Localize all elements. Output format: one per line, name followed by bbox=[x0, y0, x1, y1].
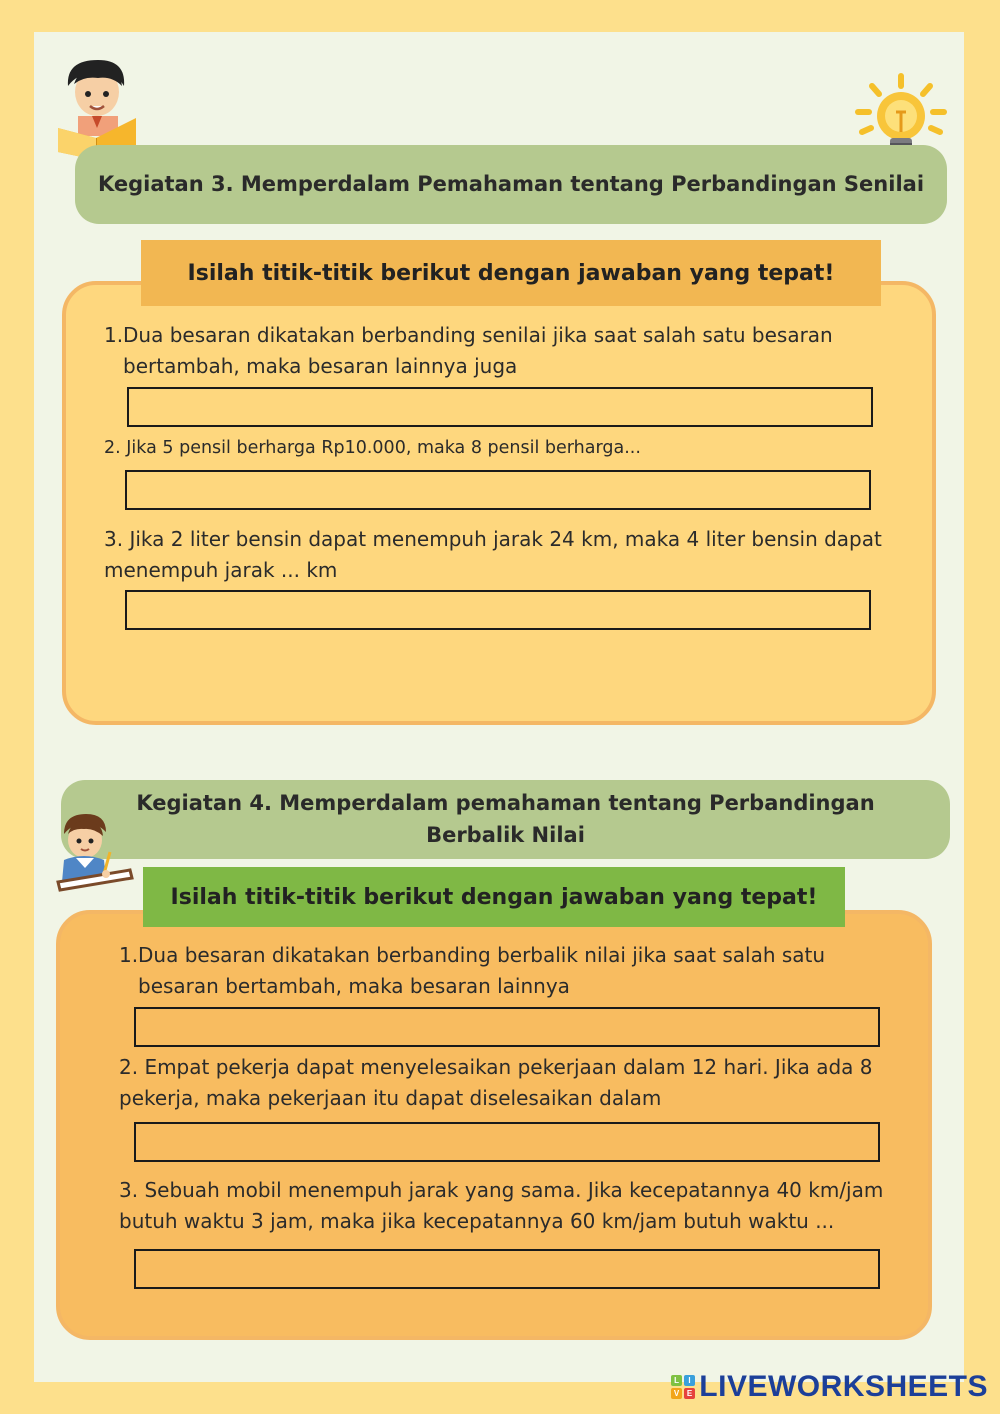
liveworksheets-logo[interactable] bbox=[671, 1370, 988, 1404]
activity4-instruction-ribbon bbox=[143, 867, 845, 927]
liveworksheets-logo-icon: L I V E bbox=[671, 1375, 695, 1399]
answer-field-4-3[interactable] bbox=[134, 1249, 880, 1289]
question-text-line: menempuh jarak ... km bbox=[104, 558, 338, 582]
question-text-line: besaran bertambah, maka besaran lainnya bbox=[138, 974, 570, 998]
brand-name: LIVEWORKSHEETS bbox=[699, 1370, 988, 1403]
activity4-question-1 bbox=[119, 940, 909, 1002]
activity4-question-2 bbox=[119, 1052, 919, 1114]
activity4-title-banner bbox=[61, 780, 950, 859]
activity3-title: Kegiatan 3. Memperdalam Pemahaman tentang Perbandingan Senilai bbox=[97, 171, 925, 196]
boy-writing-icon bbox=[56, 812, 134, 894]
question-number: 1. bbox=[104, 323, 124, 347]
question-text-line: Dua besaran dikatakan berbanding senilai jika saat salah satu besaran bbox=[123, 323, 833, 347]
activity3-question-2 bbox=[104, 435, 904, 462]
activity3-question-3 bbox=[104, 524, 914, 586]
activity4-instruction: Isilah titik-titik berikut dengan jawaban yang tepat! bbox=[170, 884, 818, 910]
answer-field-3-2[interactable] bbox=[125, 470, 871, 510]
answer-field-4-2[interactable] bbox=[134, 1122, 880, 1162]
question-text-line: 3. Jika 2 liter bensin dapat menempuh jarak 24 km, maka 4 liter bensin dapat bbox=[104, 527, 882, 551]
question-text-line: pekerja, maka pekerjaan itu dapat diselesaikan dalam bbox=[119, 1086, 662, 1110]
activity3-question-1 bbox=[104, 320, 904, 382]
activity4-question-3 bbox=[119, 1175, 919, 1237]
question-text-line: 2. Empat pekerja dapat menyelesaikan pekerjaan dalam 12 hari. Jika ada 8 bbox=[119, 1055, 873, 1079]
answer-field-4-1[interactable] bbox=[134, 1007, 880, 1047]
answer-field-3-1[interactable] bbox=[127, 387, 873, 427]
question-text-line: 3. Sebuah mobil menempuh jarak yang sama. Jika kecepatannya 40 km/jam bbox=[119, 1178, 884, 1202]
activity4-title-line: Kegiatan 4. Memperdalam pemahaman tentang Perbandingan bbox=[136, 791, 875, 815]
activity4-title-line: Berbalik Nilai bbox=[426, 822, 585, 847]
activity3-instruction-ribbon bbox=[141, 240, 881, 306]
question-text-line: Dua besaran dikatakan berbanding berbalik nilai jika saat salah satu bbox=[138, 943, 826, 967]
question-number: 1. bbox=[119, 943, 139, 967]
activity3-instruction: Isilah titik-titik berikut dengan jawaban yang tepat! bbox=[187, 260, 835, 286]
answer-field-3-3[interactable] bbox=[125, 590, 871, 630]
question-text-line: 2. Jika 5 pensil berharga Rp10.000, maka 8 pensil berharga... bbox=[104, 438, 641, 458]
question-text-line: bertambah, maka besaran lainnya juga bbox=[123, 354, 518, 378]
activity3-title-banner bbox=[75, 145, 947, 224]
question-text-line: butuh waktu 3 jam, maka jika kecepatannya 60 km/jam butuh waktu ... bbox=[119, 1209, 835, 1233]
